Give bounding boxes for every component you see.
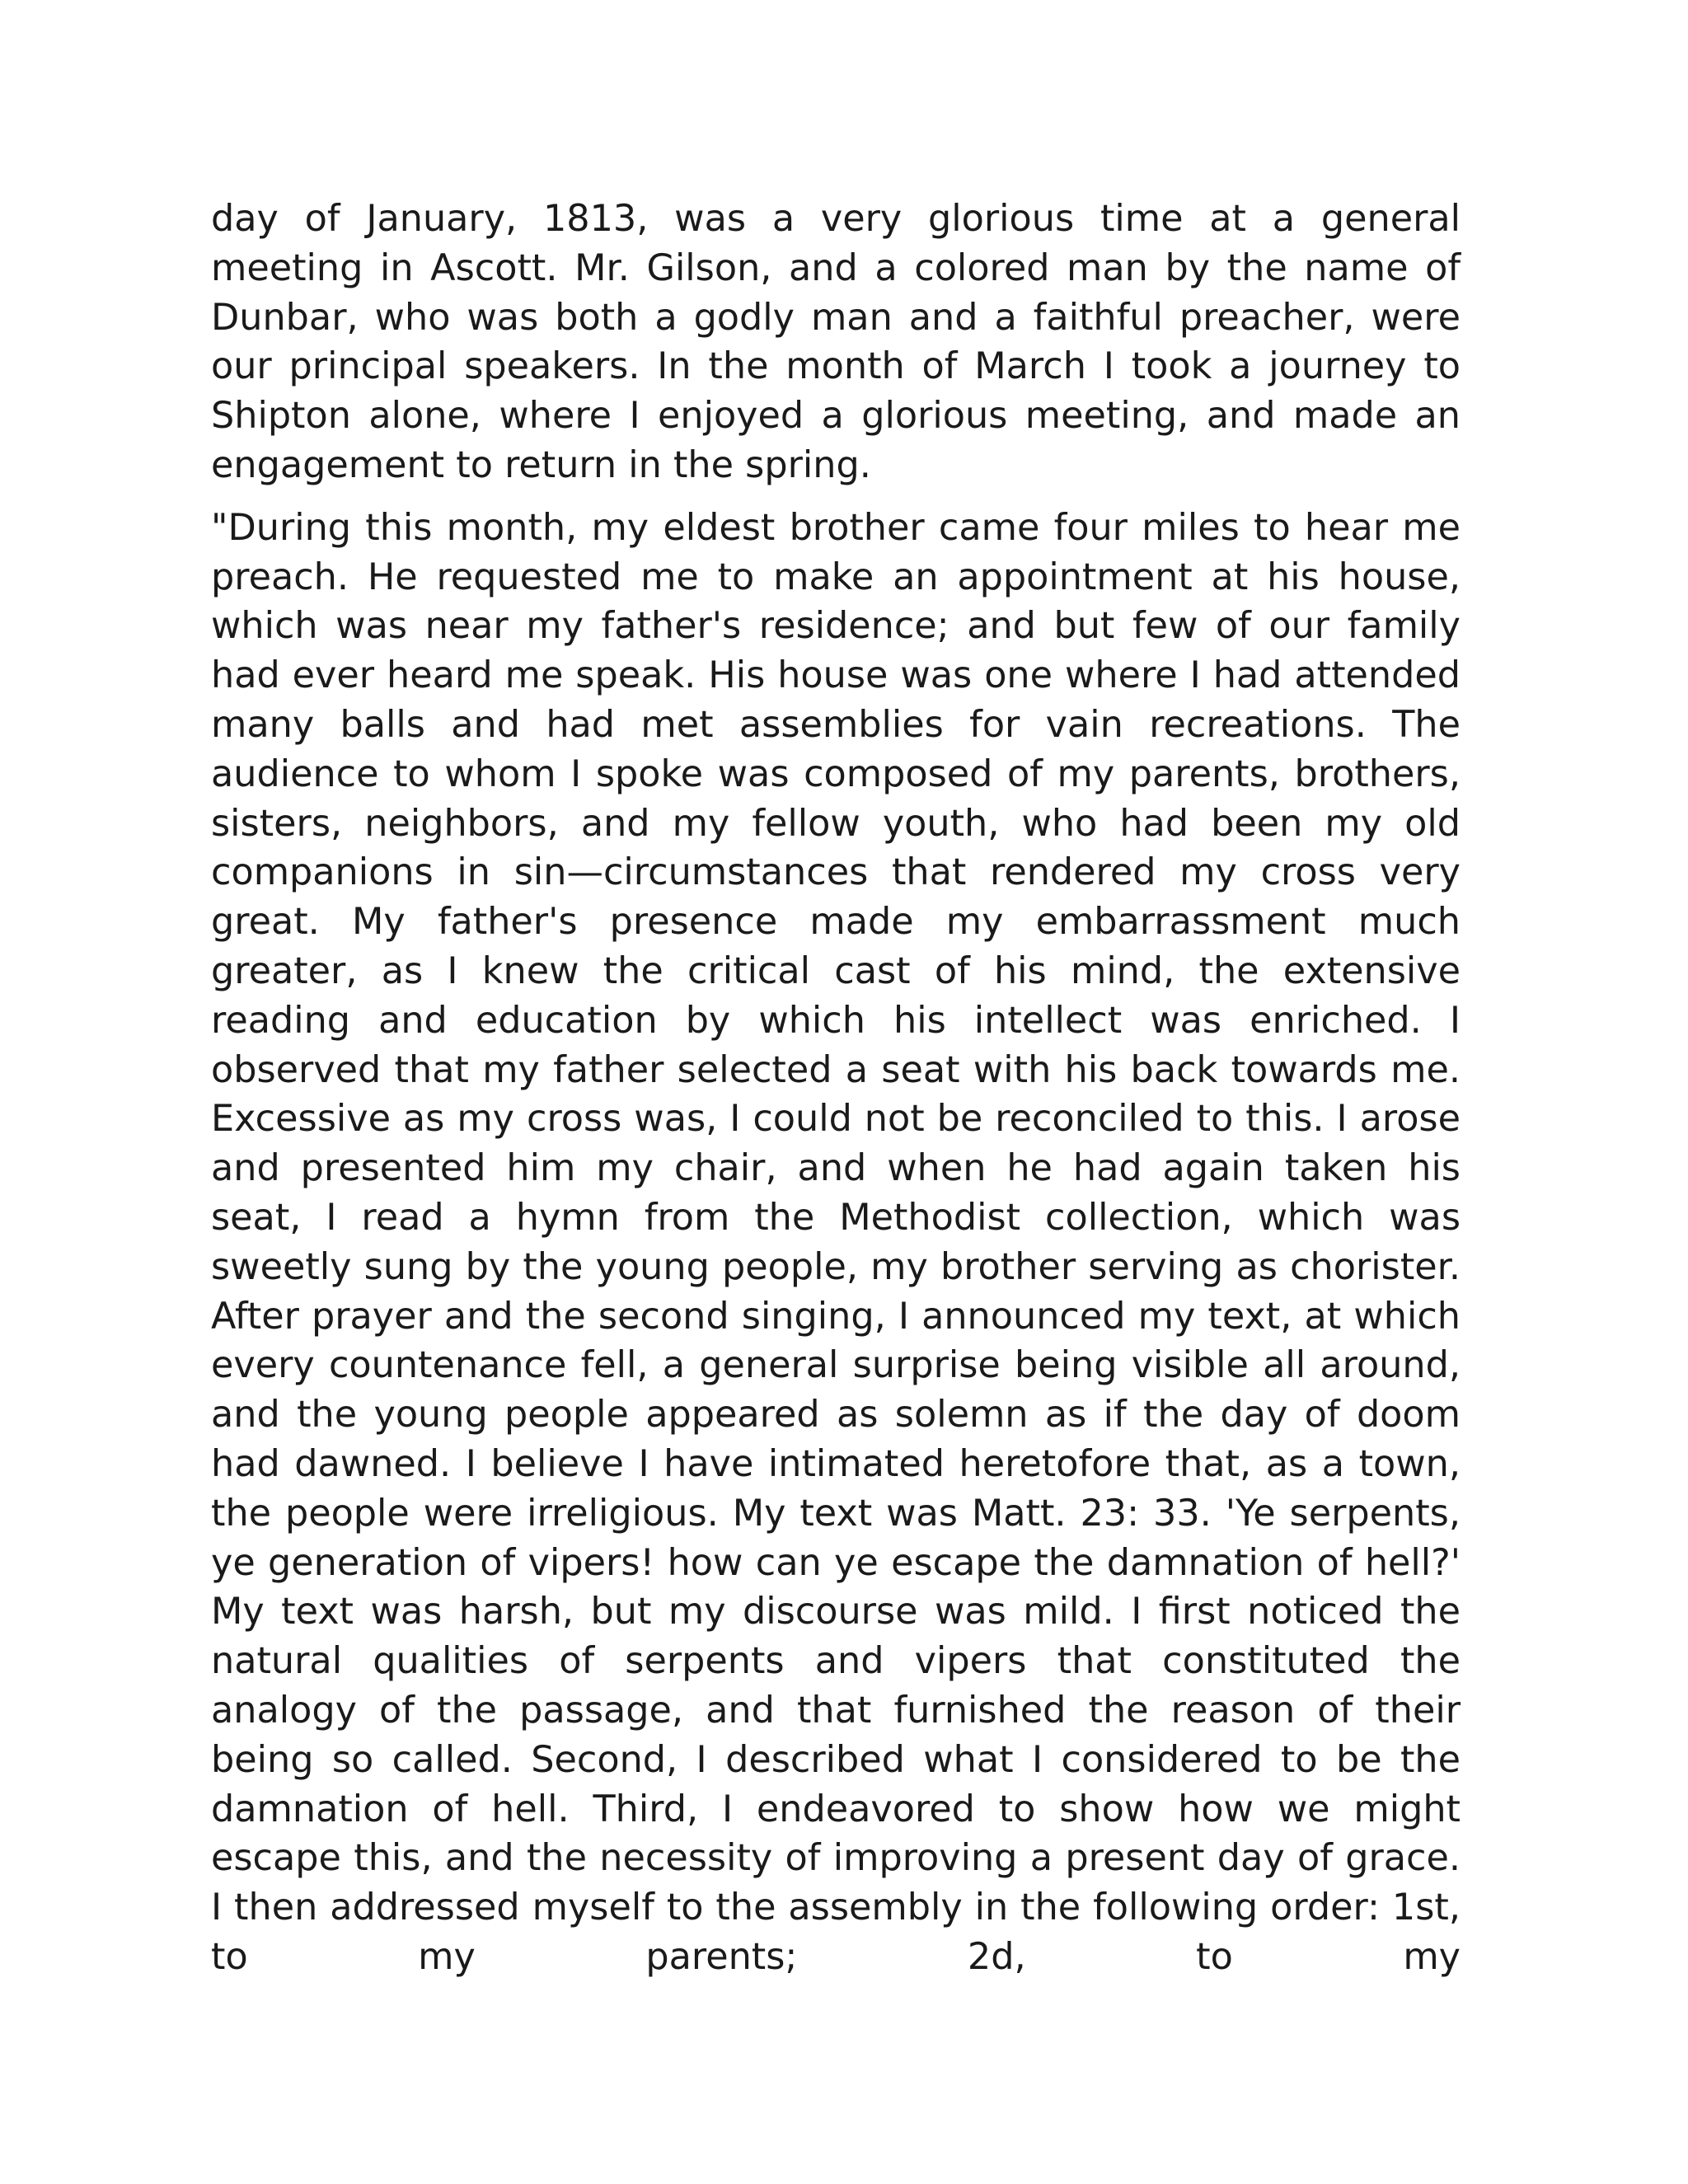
paragraph-2: "During this month, my eldest brother came four miles to hear me preach. He requested me to make an appointment at his house, which was near my father's residence; and but few of our family had ever heard me speak. His house was one where I had attended many balls and had met assemblies for vain recreations. The audience to whom I spoke was composed of my parents, brothers, sisters, neighbors, and my fellow youth, who had been my old companions in sin—circumstances that rendered my cross very great. My father's presence made my embarrassment much greater, as I knew the critical cast of his mind, the extensive reading and education by which his intellect was enriched. I observed that my father selected a seat with his back towards me. Excessive as my cross was, I could not be reconciled to this. I arose and presented him my chair, and when he had again taken his seat, I read a hymn from the Methodist collection, which was sweetly sung by the young people, my brother serving as chorister. After prayer and the second singing, I announced my text, at which every countenance fell, a general surprise being visible all around, and the young people appeared as solemn as if the day of doom had dawned. I believe I have intimated heretofore that, as a town, the people were irreligious. My text was Matt. 23: 33. 'Ye serpents, ye generation of vipers! how can ye escape the damnation of hell?' My text was harsh, but my discourse was mild. I first noticed the natural qualities of serpents and vipers that constituted the analogy of the passage, and that furnished the reason of their being so called. Second, I described what I considered to be the damnation of hell. Third, I endeavored to show how we might escape this, and the necessity of improving a present day of grace. I then addressed myself to the assembly in the following order: 1st, to my parents; 2d, to my — [211, 506, 1461, 1978]
document-page — [211, 194, 1461, 1982]
paragraph-1: day of January, 1813, was a very glorious time at a general meeting in Ascott. Mr. Gilson, and a colored man by the name of Dunbar, who was both a godly man and a faithful preacher, were our principal speakers. In the month of March I took a journey to Shipton alone, where I enjoyed a glorious meeting, and made an engagement to return in the spring. — [211, 198, 1461, 486]
